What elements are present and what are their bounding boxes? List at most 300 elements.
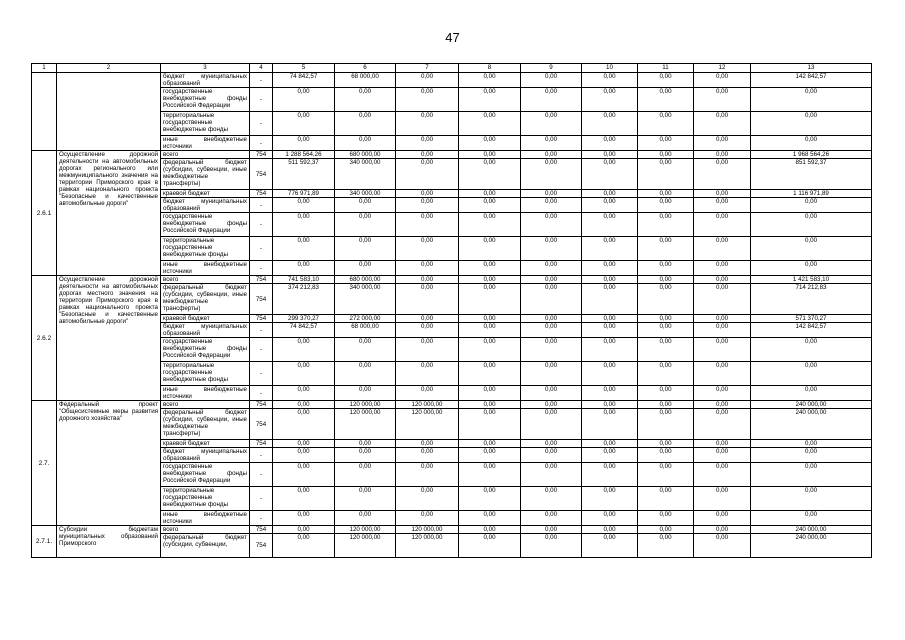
amount-cell: 0,00 bbox=[521, 487, 582, 511]
amount-cell: 0,00 bbox=[521, 213, 582, 237]
amount-cell: 120 000,00 bbox=[335, 534, 396, 558]
amount-cell: 0,00 bbox=[638, 198, 694, 213]
amount-cell: 0,00 bbox=[638, 448, 694, 463]
amount-cell: 714 212,83 bbox=[751, 284, 872, 315]
amount-cell: 0,00 bbox=[638, 159, 694, 190]
amount-cell: 0,00 bbox=[751, 261, 872, 276]
amount-cell: 0,00 bbox=[694, 386, 751, 401]
amount-cell: 0,00 bbox=[459, 362, 521, 386]
amount-cell: 0,00 bbox=[638, 237, 694, 261]
amount-cell: 0,00 bbox=[694, 338, 751, 362]
amount-cell: 0,00 bbox=[582, 487, 638, 511]
funding-source: территориальные государственные внебюджетные фонды bbox=[161, 112, 250, 136]
amount-cell: 0,00 bbox=[521, 409, 582, 440]
amount-cell: 142 842,57 bbox=[751, 323, 872, 338]
amount-cell: 0,00 bbox=[638, 276, 694, 284]
budget-code: - bbox=[250, 213, 273, 237]
table-body bbox=[32, 73, 872, 558]
amount-cell: 0,00 bbox=[638, 440, 694, 448]
amount-cell: 0,00 bbox=[396, 73, 459, 88]
amount-cell: 0,00 bbox=[396, 159, 459, 190]
amount-cell: 0,00 bbox=[459, 159, 521, 190]
amount-cell: 1 968 564,26 bbox=[751, 151, 872, 159]
budget-code: - bbox=[250, 448, 273, 463]
amount-cell: 0,00 bbox=[459, 73, 521, 88]
amount-cell: 0,00 bbox=[396, 190, 459, 198]
amount-cell: 0,00 bbox=[459, 315, 521, 323]
amount-cell: 0,00 bbox=[582, 440, 638, 448]
item-description: Федеральный проект "Общесистемные меры развития дорожного хозяйства" bbox=[57, 401, 161, 526]
funding-source: федеральный бюджет (субсидии, субвенции, bbox=[161, 534, 250, 558]
amount-cell: 0,00 bbox=[459, 448, 521, 463]
amount-cell: 0,00 bbox=[396, 284, 459, 315]
amount-cell: 0,00 bbox=[459, 526, 521, 534]
amount-cell: 340 000,00 bbox=[335, 284, 396, 315]
amount-cell: 0,00 bbox=[694, 159, 751, 190]
amount-cell: 0,00 bbox=[751, 463, 872, 487]
amount-cell: 0,00 bbox=[582, 136, 638, 151]
amount-cell: 0,00 bbox=[396, 213, 459, 237]
amount-cell: 0,00 bbox=[396, 198, 459, 213]
amount-cell: 68 000,00 bbox=[335, 323, 396, 338]
column-header: 7 bbox=[396, 64, 459, 73]
funding-source: иные внебюджетные источники bbox=[161, 261, 250, 276]
amount-cell: 0,00 bbox=[335, 386, 396, 401]
funding-source: иные внебюджетные источники bbox=[161, 386, 250, 401]
amount-cell: 680 000,00 bbox=[335, 151, 396, 159]
amount-cell: 0,00 bbox=[751, 136, 872, 151]
amount-cell: 0,00 bbox=[638, 511, 694, 526]
amount-cell: 0,00 bbox=[582, 237, 638, 261]
funding-source: всего bbox=[161, 151, 250, 159]
amount-cell: 0,00 bbox=[582, 88, 638, 112]
amount-cell: 0,00 bbox=[273, 401, 335, 409]
item-number: 2.7.1. bbox=[32, 526, 57, 558]
amount-cell: 511 592,37 bbox=[273, 159, 335, 190]
amount-cell: 0,00 bbox=[751, 112, 872, 136]
page-number: 47 bbox=[445, 30, 460, 45]
amount-cell: 0,00 bbox=[582, 112, 638, 136]
amount-cell: 0,00 bbox=[521, 362, 582, 386]
amount-cell: 0,00 bbox=[638, 88, 694, 112]
budget-code: - bbox=[250, 261, 273, 276]
funding-source: краевой бюджет bbox=[161, 190, 250, 198]
amount-cell: 0,00 bbox=[582, 401, 638, 409]
budget-code: 754 bbox=[250, 409, 273, 440]
amount-cell: 240 000,00 bbox=[751, 409, 872, 440]
budget-code: - bbox=[250, 136, 273, 151]
amount-cell: 0,00 bbox=[459, 409, 521, 440]
table-row bbox=[32, 526, 872, 534]
amount-cell: 0,00 bbox=[396, 323, 459, 338]
amount-cell: 0,00 bbox=[694, 88, 751, 112]
funding-source: иные внебюджетные источники bbox=[161, 511, 250, 526]
amount-cell: 0,00 bbox=[694, 534, 751, 558]
amount-cell: 0,00 bbox=[273, 463, 335, 487]
amount-cell: 0,00 bbox=[694, 463, 751, 487]
amount-cell: 0,00 bbox=[335, 88, 396, 112]
amount-cell: 0,00 bbox=[396, 261, 459, 276]
amount-cell: 240 000,00 bbox=[751, 534, 872, 558]
funding-source: иные внебюджетные источники bbox=[161, 136, 250, 151]
amount-cell: 0,00 bbox=[582, 151, 638, 159]
amount-cell: 0,00 bbox=[694, 511, 751, 526]
amount-cell: 0,00 bbox=[459, 323, 521, 338]
budget-code: - bbox=[250, 112, 273, 136]
amount-cell: 0,00 bbox=[396, 151, 459, 159]
amount-cell: 0,00 bbox=[582, 323, 638, 338]
amount-cell: 0,00 bbox=[335, 511, 396, 526]
budget-code: - bbox=[250, 463, 273, 487]
amount-cell: 0,00 bbox=[582, 190, 638, 198]
item-number: 2.6.1 bbox=[32, 151, 57, 276]
amount-cell: 0,00 bbox=[459, 190, 521, 198]
amount-cell: 272 000,00 bbox=[335, 315, 396, 323]
amount-cell: 0,00 bbox=[582, 73, 638, 88]
amount-cell: 240 000,00 bbox=[751, 401, 872, 409]
table-row bbox=[32, 276, 872, 284]
amount-cell: 0,00 bbox=[521, 338, 582, 362]
budget-code: 754 bbox=[250, 315, 273, 323]
amount-cell: 0,00 bbox=[521, 198, 582, 213]
amount-cell: 1 116 971,89 bbox=[751, 190, 872, 198]
amount-cell: 0,00 bbox=[273, 409, 335, 440]
amount-cell: 0,00 bbox=[459, 534, 521, 558]
amount-cell: 0,00 bbox=[582, 386, 638, 401]
amount-cell: 0,00 bbox=[521, 276, 582, 284]
amount-cell: 0,00 bbox=[459, 511, 521, 526]
amount-cell: 0,00 bbox=[521, 73, 582, 88]
table-row bbox=[32, 73, 872, 88]
header-row bbox=[32, 64, 872, 73]
amount-cell: 0,00 bbox=[751, 362, 872, 386]
amount-cell: 0,00 bbox=[459, 237, 521, 261]
amount-cell: 0,00 bbox=[582, 159, 638, 190]
amount-cell: 0,00 bbox=[638, 401, 694, 409]
amount-cell: 0,00 bbox=[521, 151, 582, 159]
budget-code: 754 bbox=[250, 276, 273, 284]
column-header: 1 bbox=[32, 64, 57, 73]
amount-cell: 0,00 bbox=[751, 237, 872, 261]
amount-cell: 0,00 bbox=[694, 401, 751, 409]
amount-cell: 0,00 bbox=[694, 112, 751, 136]
amount-cell: 120 000,00 bbox=[396, 401, 459, 409]
amount-cell: 120 000,00 bbox=[335, 526, 396, 534]
budget-code: - bbox=[250, 338, 273, 362]
amount-cell: 0,00 bbox=[751, 511, 872, 526]
amount-cell: 0,00 bbox=[335, 448, 396, 463]
amount-cell: 299 370,27 bbox=[273, 315, 335, 323]
funding-source: государственные внебюджетные фонды Российской Федерации bbox=[161, 213, 250, 237]
budget-code: 754 bbox=[250, 401, 273, 409]
amount-cell: 0,00 bbox=[521, 386, 582, 401]
amount-cell: 0,00 bbox=[335, 362, 396, 386]
funding-source: всего bbox=[161, 526, 250, 534]
amount-cell: 0,00 bbox=[694, 198, 751, 213]
amount-cell: 0,00 bbox=[694, 487, 751, 511]
amount-cell: 0,00 bbox=[694, 448, 751, 463]
funding-source: бюджет муниципальных образований bbox=[161, 448, 250, 463]
amount-cell: 0,00 bbox=[521, 323, 582, 338]
amount-cell: 0,00 bbox=[459, 386, 521, 401]
amount-cell: 0,00 bbox=[459, 112, 521, 136]
amount-cell: 0,00 bbox=[638, 463, 694, 487]
funding-source: государственные внебюджетные фонды Российской Федерации bbox=[161, 88, 250, 112]
item-number: 2.6.2 bbox=[32, 276, 57, 401]
amount-cell: 0,00 bbox=[273, 112, 335, 136]
amount-cell: 0,00 bbox=[694, 73, 751, 88]
item-number bbox=[32, 73, 57, 151]
amount-cell: 0,00 bbox=[396, 463, 459, 487]
amount-cell: 0,00 bbox=[335, 440, 396, 448]
amount-cell: 0,00 bbox=[582, 362, 638, 386]
item-number: 2.7. bbox=[32, 401, 57, 526]
amount-cell: 680 000,00 bbox=[335, 276, 396, 284]
amount-cell: 340 000,00 bbox=[335, 159, 396, 190]
amount-cell: 0,00 bbox=[694, 136, 751, 151]
amount-cell: 0,00 bbox=[638, 151, 694, 159]
funding-source: бюджет муниципальных образований bbox=[161, 73, 250, 88]
funding-source: территориальные государственные внебюджетные фонды bbox=[161, 362, 250, 386]
amount-cell: 0,00 bbox=[521, 284, 582, 315]
budget-code: - bbox=[250, 362, 273, 386]
amount-cell: 571 370,27 bbox=[751, 315, 872, 323]
funding-source: краевой бюджет bbox=[161, 440, 250, 448]
amount-cell: 0,00 bbox=[273, 440, 335, 448]
amount-cell: 0,00 bbox=[459, 276, 521, 284]
amount-cell: 120 000,00 bbox=[396, 409, 459, 440]
amount-cell: 0,00 bbox=[273, 386, 335, 401]
amount-cell: 0,00 bbox=[521, 237, 582, 261]
amount-cell: 0,00 bbox=[638, 362, 694, 386]
item-description bbox=[57, 73, 161, 151]
amount-cell: 0,00 bbox=[273, 88, 335, 112]
amount-cell: 0,00 bbox=[751, 487, 872, 511]
amount-cell: 0,00 bbox=[751, 198, 872, 213]
amount-cell: 0,00 bbox=[638, 73, 694, 88]
funding-source: государственные внебюджетные фонды Российской Федерации bbox=[161, 338, 250, 362]
budget-code: - bbox=[250, 487, 273, 511]
column-header: 12 bbox=[694, 64, 751, 73]
amount-cell: 0,00 bbox=[273, 511, 335, 526]
amount-cell: 0,00 bbox=[459, 213, 521, 237]
amount-cell: 340 000,00 bbox=[335, 190, 396, 198]
budget-code: 754 bbox=[250, 440, 273, 448]
amount-cell: 74 842,57 bbox=[273, 73, 335, 88]
budget-code: 754 bbox=[250, 159, 273, 190]
funding-source: всего bbox=[161, 401, 250, 409]
amount-cell: 0,00 bbox=[638, 338, 694, 362]
amount-cell: 0,00 bbox=[521, 190, 582, 198]
amount-cell: 0,00 bbox=[638, 136, 694, 151]
amount-cell: 0,00 bbox=[694, 315, 751, 323]
amount-cell: 120 000,00 bbox=[396, 534, 459, 558]
amount-cell: 0,00 bbox=[638, 409, 694, 440]
amount-cell: 0,00 bbox=[273, 534, 335, 558]
amount-cell: 0,00 bbox=[638, 323, 694, 338]
amount-cell: 0,00 bbox=[459, 487, 521, 511]
amount-cell: 68 000,00 bbox=[335, 73, 396, 88]
amount-cell: 0,00 bbox=[273, 362, 335, 386]
budget-code: 754 bbox=[250, 151, 273, 159]
amount-cell: 0,00 bbox=[396, 362, 459, 386]
amount-cell: 0,00 bbox=[521, 112, 582, 136]
amount-cell: 0,00 bbox=[459, 136, 521, 151]
column-header: 5 bbox=[273, 64, 335, 73]
amount-cell: 0,00 bbox=[638, 112, 694, 136]
column-header: 13 bbox=[751, 64, 872, 73]
amount-cell: 0,00 bbox=[638, 190, 694, 198]
amount-cell: 851 592,37 bbox=[751, 159, 872, 190]
amount-cell: 0,00 bbox=[582, 213, 638, 237]
amount-cell: 0,00 bbox=[335, 198, 396, 213]
amount-cell: 0,00 bbox=[521, 534, 582, 558]
amount-cell: 0,00 bbox=[582, 284, 638, 315]
column-header: 6 bbox=[335, 64, 396, 73]
amount-cell: 0,00 bbox=[521, 261, 582, 276]
amount-cell: 0,00 bbox=[459, 261, 521, 276]
amount-cell: 0,00 bbox=[396, 112, 459, 136]
amount-cell: 0,00 bbox=[273, 487, 335, 511]
amount-cell: 0,00 bbox=[582, 315, 638, 323]
amount-cell: 0,00 bbox=[396, 315, 459, 323]
budget-code: 754 bbox=[250, 526, 273, 534]
amount-cell: 0,00 bbox=[638, 526, 694, 534]
amount-cell: 0,00 bbox=[396, 448, 459, 463]
amount-cell: 0,00 bbox=[335, 261, 396, 276]
amount-cell: 0,00 bbox=[335, 136, 396, 151]
amount-cell: 0,00 bbox=[521, 315, 582, 323]
amount-cell: 0,00 bbox=[694, 440, 751, 448]
funding-source: краевой бюджет bbox=[161, 315, 250, 323]
amount-cell: 0,00 bbox=[396, 487, 459, 511]
funding-source: федеральный бюджет (субсидии, субвенции, иные межбюджетные трансферты) bbox=[161, 159, 250, 190]
funding-source: бюджет муниципальных образований bbox=[161, 198, 250, 213]
amount-cell: 0,00 bbox=[694, 526, 751, 534]
amount-cell: 0,00 bbox=[459, 88, 521, 112]
amount-cell: 0,00 bbox=[335, 237, 396, 261]
amount-cell: 0,00 bbox=[751, 88, 872, 112]
amount-cell: 0,00 bbox=[459, 338, 521, 362]
amount-cell: 0,00 bbox=[694, 237, 751, 261]
column-header: 4 bbox=[250, 64, 273, 73]
amount-cell: 0,00 bbox=[396, 440, 459, 448]
amount-cell: 0,00 bbox=[459, 463, 521, 487]
amount-cell: 0,00 bbox=[638, 284, 694, 315]
amount-cell: 0,00 bbox=[638, 534, 694, 558]
amount-cell: 0,00 bbox=[273, 448, 335, 463]
amount-cell: 0,00 bbox=[582, 409, 638, 440]
amount-cell: 0,00 bbox=[459, 198, 521, 213]
amount-cell: 0,00 bbox=[694, 323, 751, 338]
amount-cell: 0,00 bbox=[335, 463, 396, 487]
item-description: Осуществление дорожной деятельности на автомобильных дорогах местного значения на территории Приморского края в рамках национального проекта "Безопасные и качественные автомобильные дороги" bbox=[57, 276, 161, 401]
amount-cell: 0,00 bbox=[751, 213, 872, 237]
column-header: 9 bbox=[521, 64, 582, 73]
amount-cell: 1 288 564,26 bbox=[273, 151, 335, 159]
amount-cell: 0,00 bbox=[521, 136, 582, 151]
amount-cell: 240 000,00 bbox=[751, 526, 872, 534]
amount-cell: 120 000,00 bbox=[335, 401, 396, 409]
budget-code: - bbox=[250, 237, 273, 261]
funding-source: бюджет муниципальных образований bbox=[161, 323, 250, 338]
funding-source: федеральный бюджет (субсидии, субвенции, иные межбюджетные трансферты) bbox=[161, 284, 250, 315]
column-header: 3 bbox=[161, 64, 250, 73]
amount-cell: 0,00 bbox=[521, 401, 582, 409]
amount-cell: 0,00 bbox=[459, 151, 521, 159]
amount-cell: 0,00 bbox=[694, 190, 751, 198]
amount-cell: 0,00 bbox=[694, 151, 751, 159]
amount-cell: 374 212,83 bbox=[273, 284, 335, 315]
amount-cell: 0,00 bbox=[459, 440, 521, 448]
amount-cell: 0,00 bbox=[273, 213, 335, 237]
funding-source: территориальные государственные внебюджетные фонды bbox=[161, 487, 250, 511]
amount-cell: 74 842,57 bbox=[273, 323, 335, 338]
funding-source: территориальные государственные внебюджетные фонды bbox=[161, 237, 250, 261]
amount-cell: 0,00 bbox=[273, 526, 335, 534]
amount-cell: 0,00 bbox=[396, 237, 459, 261]
amount-cell: 0,00 bbox=[582, 276, 638, 284]
amount-cell: 0,00 bbox=[582, 198, 638, 213]
amount-cell: 0,00 bbox=[396, 511, 459, 526]
amount-cell: 0,00 bbox=[396, 136, 459, 151]
amount-cell: 0,00 bbox=[273, 198, 335, 213]
amount-cell: 142 842,57 bbox=[751, 73, 872, 88]
amount-cell: 0,00 bbox=[694, 276, 751, 284]
amount-cell: 741 583,10 bbox=[273, 276, 335, 284]
amount-cell: 0,00 bbox=[459, 401, 521, 409]
item-description: Субсидии бюджетам муниципальных образований Приморского bbox=[57, 526, 161, 558]
funding-source: государственные внебюджетные фонды Российской Федерации bbox=[161, 463, 250, 487]
amount-cell: 0,00 bbox=[751, 440, 872, 448]
amount-cell: 0,00 bbox=[335, 213, 396, 237]
amount-cell: 0,00 bbox=[694, 213, 751, 237]
amount-cell: 0,00 bbox=[582, 448, 638, 463]
amount-cell: 1 421 583,10 bbox=[751, 276, 872, 284]
budget-code: - bbox=[250, 73, 273, 88]
amount-cell: 0,00 bbox=[582, 534, 638, 558]
budget-code: 754 bbox=[250, 190, 273, 198]
amount-cell: 0,00 bbox=[582, 463, 638, 487]
amount-cell: 0,00 bbox=[694, 409, 751, 440]
amount-cell: 0,00 bbox=[521, 511, 582, 526]
amount-cell: 0,00 bbox=[521, 88, 582, 112]
amount-cell: 0,00 bbox=[638, 315, 694, 323]
budget-code: - bbox=[250, 88, 273, 112]
column-header: 8 bbox=[459, 64, 521, 73]
amount-cell: 0,00 bbox=[396, 276, 459, 284]
column-header: 11 bbox=[638, 64, 694, 73]
budget-code: 754 bbox=[250, 534, 273, 558]
amount-cell: 0,00 bbox=[694, 261, 751, 276]
amount-cell: 0,00 bbox=[335, 338, 396, 362]
amount-cell: 0,00 bbox=[638, 213, 694, 237]
amount-cell: 0,00 bbox=[396, 338, 459, 362]
amount-cell: 0,00 bbox=[638, 386, 694, 401]
amount-cell: 0,00 bbox=[751, 338, 872, 362]
table-header bbox=[32, 64, 872, 73]
amount-cell: 0,00 bbox=[273, 338, 335, 362]
budget-code: - bbox=[250, 511, 273, 526]
table-row bbox=[32, 151, 872, 159]
amount-cell: 0,00 bbox=[694, 284, 751, 315]
column-header: 10 bbox=[582, 64, 638, 73]
budget-code: - bbox=[250, 323, 273, 338]
amount-cell: 0,00 bbox=[335, 112, 396, 136]
item-description: Осуществление дорожной деятельности на автомобильных дорогах регионального или межмуниципального значения на территории Приморского края в рамках национального проекта "Безопасные и качественные автомобильные дороги" bbox=[57, 151, 161, 276]
amount-cell: 120 000,00 bbox=[335, 409, 396, 440]
amount-cell: 0,00 bbox=[521, 463, 582, 487]
